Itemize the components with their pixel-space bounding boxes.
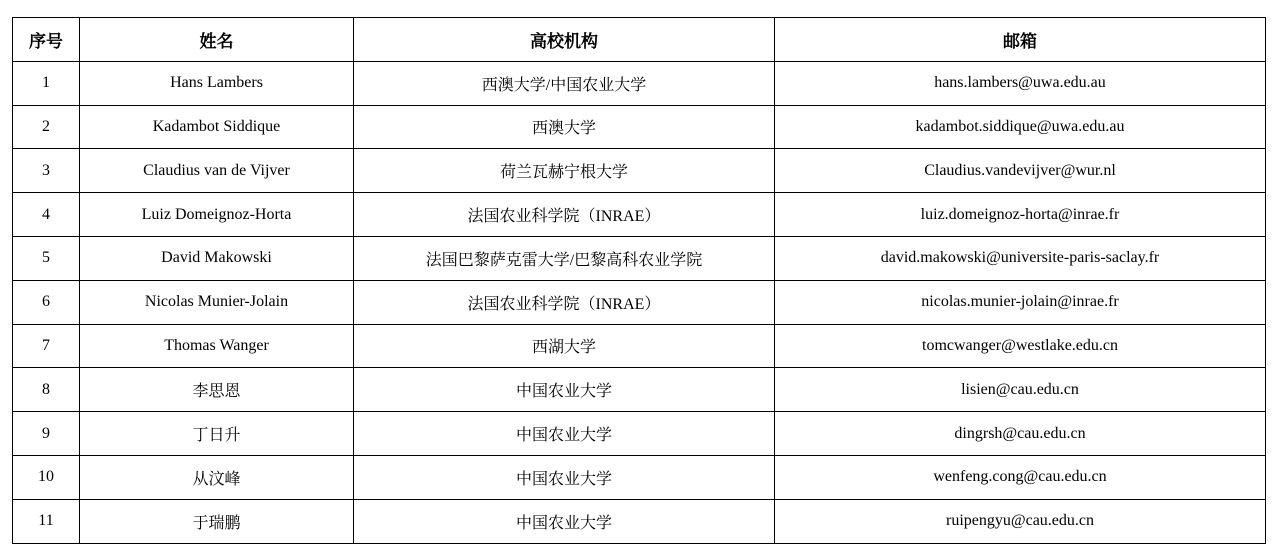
cell-index: 6 <box>13 280 80 324</box>
cell-index: 2 <box>13 105 80 149</box>
table-row <box>13 455 1266 499</box>
cell-name: 丁日升 <box>80 412 354 456</box>
table-row <box>13 193 1266 237</box>
cell-institution: 西澳大学/中国农业大学 <box>354 61 775 105</box>
cell-institution: 中国农业大学 <box>354 412 775 456</box>
cell-email: nicolas.munier-jolain@inrae.fr <box>775 280 1266 324</box>
header-name: 姓名 <box>80 18 354 62</box>
cell-email: luiz.domeignoz-horta@inrae.fr <box>775 193 1266 237</box>
cell-email: dingrsh@cau.edu.cn <box>775 412 1266 456</box>
table-body <box>13 61 1266 543</box>
header-row <box>13 18 1266 62</box>
cell-email: ruipengyu@cau.edu.cn <box>775 499 1266 543</box>
table-row <box>13 236 1266 280</box>
cell-institution: 西澳大学 <box>354 105 775 149</box>
cell-name: Luiz Domeignoz-Horta <box>80 193 354 237</box>
cell-institution: 西湖大学 <box>354 324 775 368</box>
table-row <box>13 324 1266 368</box>
cell-name: Claudius van de Vijver <box>80 149 354 193</box>
cell-institution: 中国农业大学 <box>354 368 775 412</box>
cell-email: tomcwanger@westlake.edu.cn <box>775 324 1266 368</box>
cell-name: 李思恩 <box>80 368 354 412</box>
cell-name: Nicolas Munier-Jolain <box>80 280 354 324</box>
cell-institution: 法国农业科学院（INRAE） <box>354 280 775 324</box>
cell-index: 1 <box>13 61 80 105</box>
cell-index: 3 <box>13 149 80 193</box>
table-row <box>13 149 1266 193</box>
cell-institution: 中国农业大学 <box>354 499 775 543</box>
cell-institution: 荷兰瓦赫宁根大学 <box>354 149 775 193</box>
header-email: 邮箱 <box>775 18 1266 62</box>
table-header <box>13 18 1266 62</box>
cell-email: hans.lambers@uwa.edu.au <box>775 61 1266 105</box>
cell-index: 5 <box>13 236 80 280</box>
cell-name: Kadambot Siddique <box>80 105 354 149</box>
cell-index: 11 <box>13 499 80 543</box>
cell-email: kadambot.siddique@uwa.edu.au <box>775 105 1266 149</box>
table-row <box>13 368 1266 412</box>
cell-name: David Makowski <box>80 236 354 280</box>
cell-index: 9 <box>13 412 80 456</box>
table-row <box>13 61 1266 105</box>
cell-name: Thomas Wanger <box>80 324 354 368</box>
cell-name: Hans Lambers <box>80 61 354 105</box>
cell-email: lisien@cau.edu.cn <box>775 368 1266 412</box>
cell-email: david.makowski@universite-paris-saclay.fr <box>775 236 1266 280</box>
table-row <box>13 280 1266 324</box>
cell-email: Claudius.vandevijver@wur.nl <box>775 149 1266 193</box>
cell-index: 8 <box>13 368 80 412</box>
cell-institution: 中国农业大学 <box>354 455 775 499</box>
cell-index: 10 <box>13 455 80 499</box>
cell-institution: 法国农业科学院（INRAE） <box>354 193 775 237</box>
cell-name: 从汶峰 <box>80 455 354 499</box>
header-index: 序号 <box>13 18 80 62</box>
cell-email: wenfeng.cong@cau.edu.cn <box>775 455 1266 499</box>
header-institution: 高校机构 <box>354 18 775 62</box>
table-row <box>13 105 1266 149</box>
cell-institution: 法国巴黎萨克雷大学/巴黎高科农业学院 <box>354 236 775 280</box>
cell-index: 4 <box>13 193 80 237</box>
contact-table <box>12 17 1266 544</box>
table-row <box>13 499 1266 543</box>
cell-name: 于瑞鹏 <box>80 499 354 543</box>
table-row <box>13 412 1266 456</box>
cell-index: 7 <box>13 324 80 368</box>
